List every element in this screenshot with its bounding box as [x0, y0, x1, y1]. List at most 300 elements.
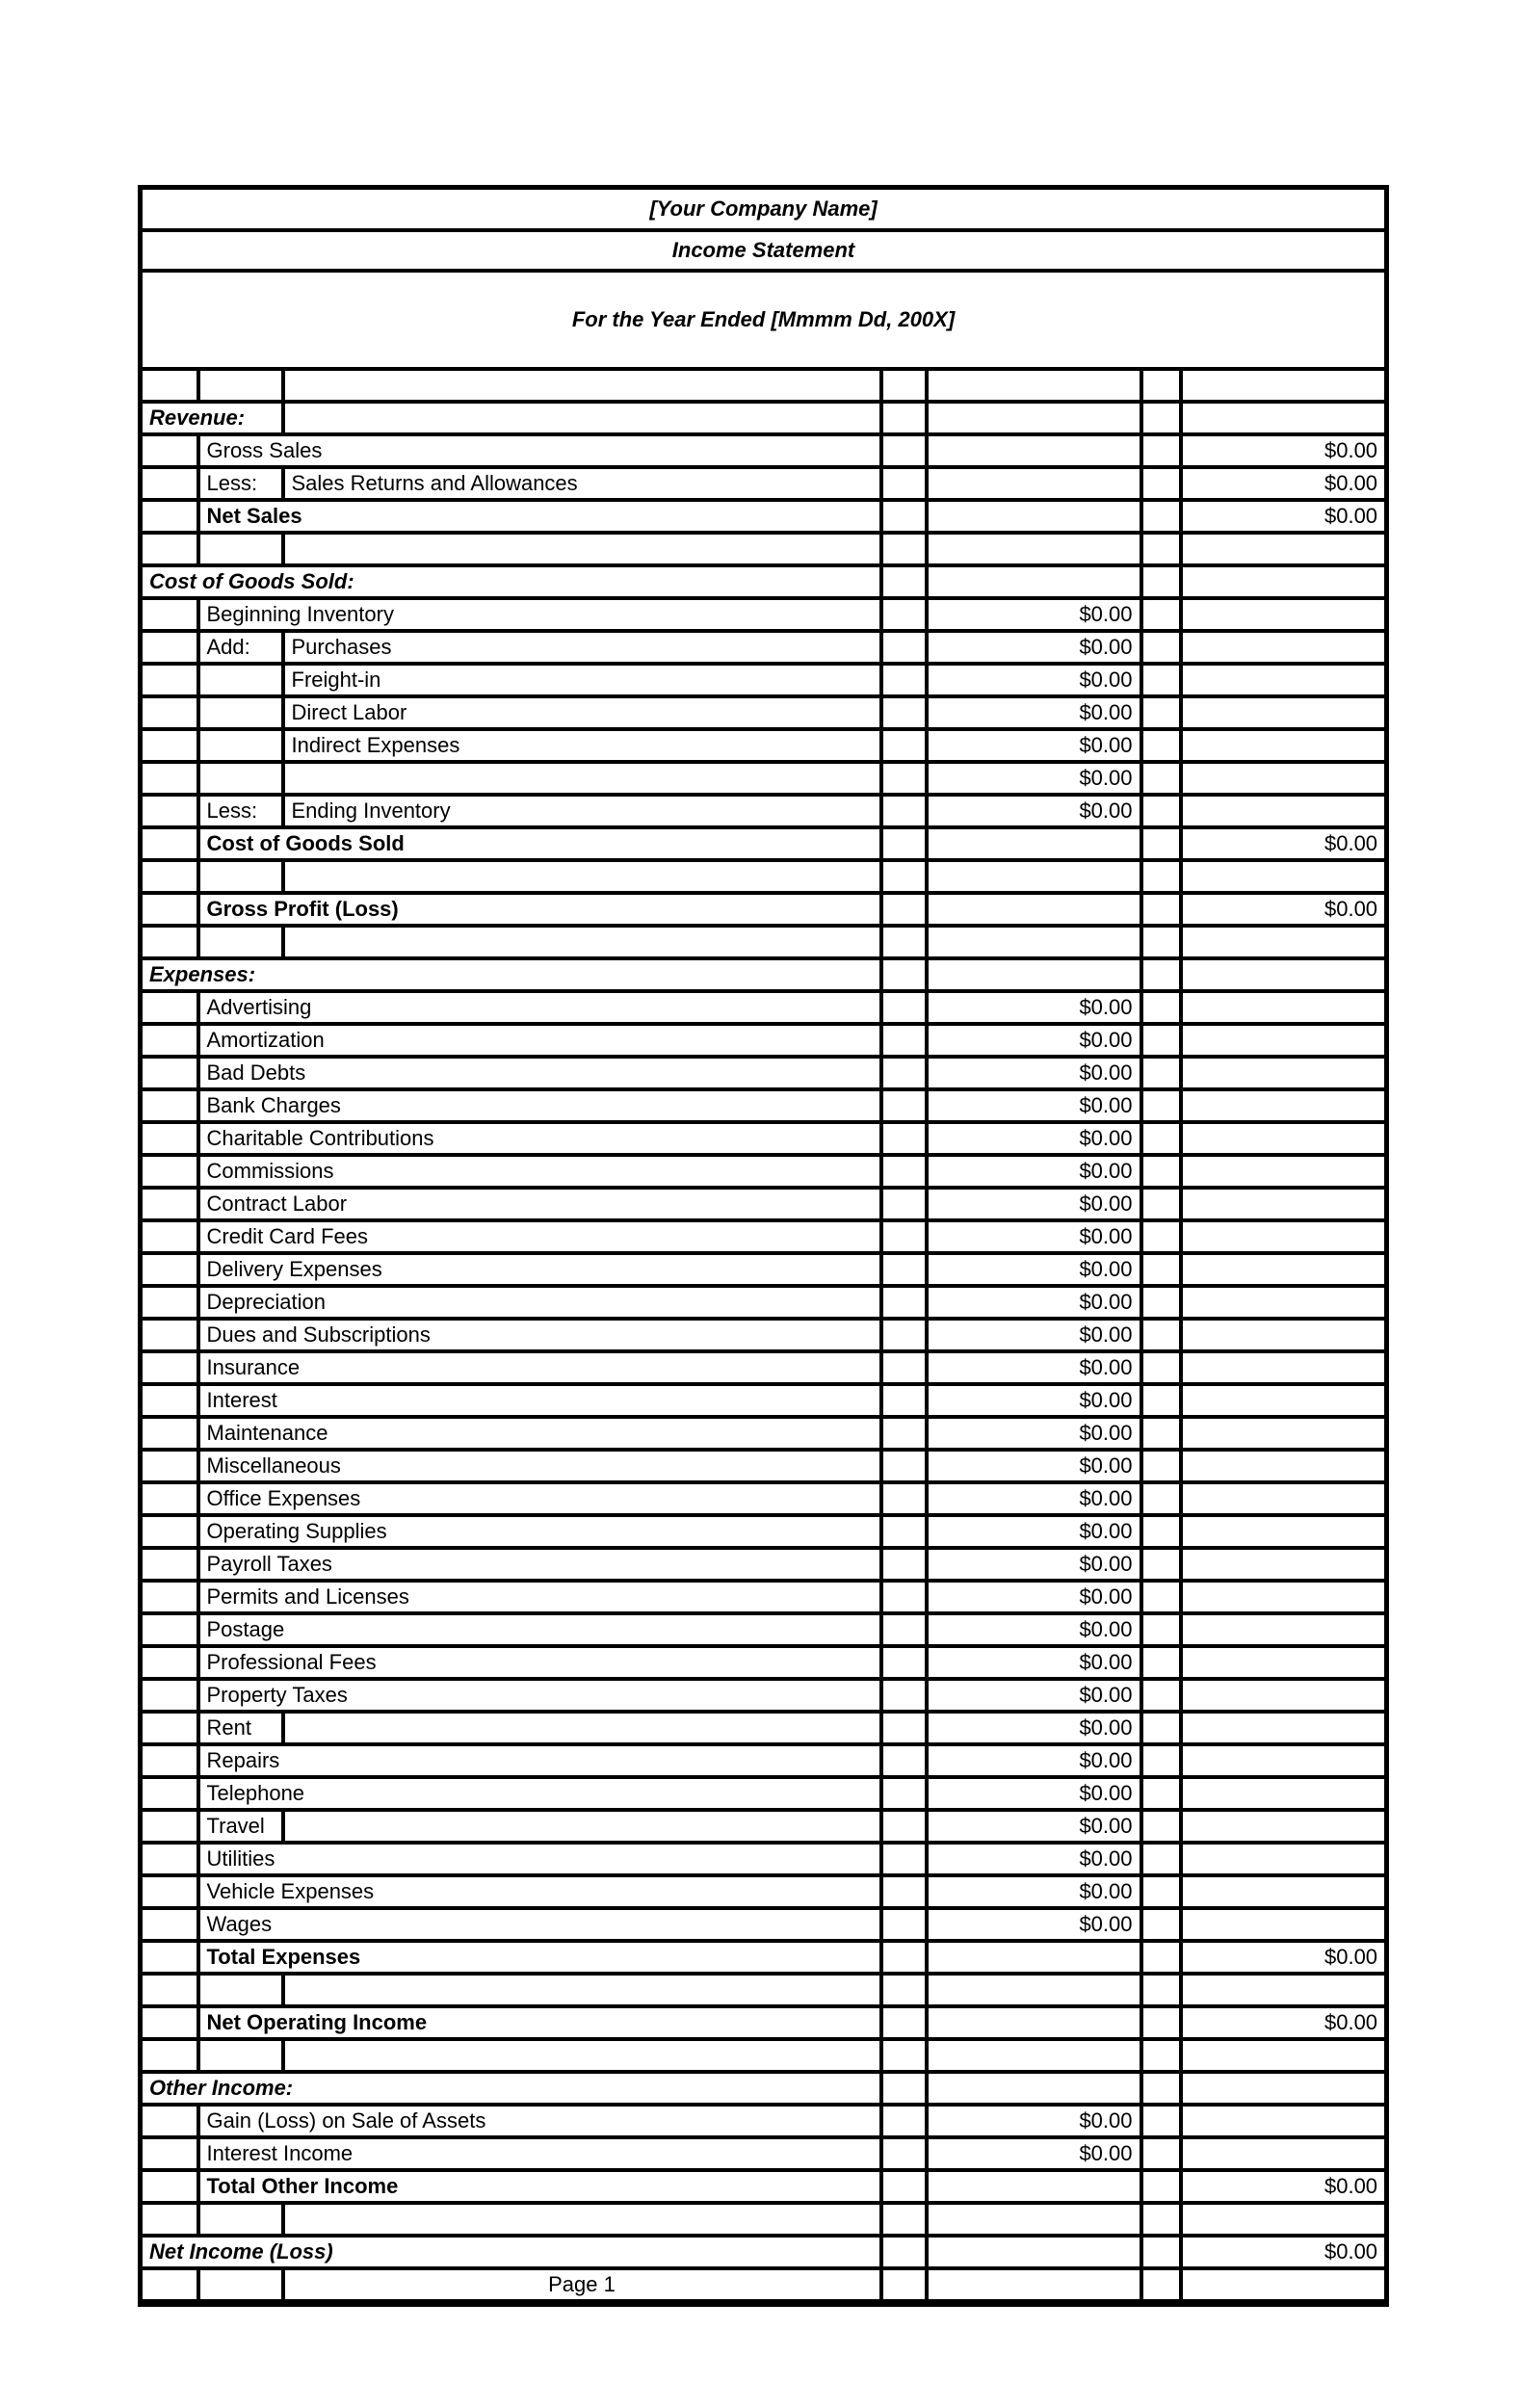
empty-cell: [141, 1908, 198, 1941]
income-statement-sheet: [138, 185, 1384, 2307]
amount-value: $0.00: [927, 1286, 1141, 1319]
row-permits-and-licenses: [141, 1581, 1387, 1613]
item-label: Purchases: [283, 631, 881, 664]
empty-cell: [141, 1286, 198, 1319]
empty-cell: [1141, 1155, 1181, 1188]
empty-cell: [1181, 729, 1387, 762]
empty-cell: [141, 1089, 198, 1122]
empty-cell: [141, 1810, 198, 1843]
empty-cell: [881, 729, 927, 762]
item-label: Travel: [198, 1810, 283, 1843]
row-amortization: [141, 1024, 1387, 1057]
item-label: Delivery Expenses: [198, 1253, 881, 1286]
empty-cell: [927, 500, 1141, 533]
empty-cell: [881, 2006, 927, 2039]
document-title: [Your Company Name]: [141, 188, 1387, 231]
empty-cell: [1141, 1319, 1181, 1351]
empty-cell: [141, 467, 198, 500]
empty-cell: [881, 1581, 927, 1613]
empty-cell: [198, 2203, 283, 2236]
empty-cell: [1181, 762, 1387, 795]
amount-value: $0.00: [927, 1875, 1141, 1908]
item-label: Amortization: [198, 1024, 881, 1057]
empty-cell: [1181, 1908, 1387, 1941]
item-label: Gain (Loss) on Sale of Assets: [198, 2105, 881, 2137]
empty-cell: [881, 1875, 927, 1908]
empty-cell: [881, 467, 927, 500]
empty-cell: [1181, 565, 1387, 598]
total-label: Net Sales: [198, 500, 881, 533]
amount-value: $0.00: [927, 762, 1141, 795]
row-gain-loss-on-sale-of-assets: [141, 2105, 1387, 2137]
empty-cell: [141, 1646, 198, 1679]
empty-cell: [141, 598, 198, 631]
empty-cell: [1181, 1351, 1387, 1384]
row-delivery-expenses: [141, 1253, 1387, 1286]
empty-cell: [927, 533, 1141, 565]
row-maintenance: [141, 1417, 1387, 1450]
empty-cell: [198, 696, 283, 729]
empty-cell: [141, 2006, 198, 2039]
empty-cell: [141, 1220, 198, 1253]
row-total-other-income: [141, 2170, 1387, 2203]
row-professional-fees: [141, 1646, 1387, 1679]
row-spacer-5: [141, 1974, 1387, 2006]
empty-cell: [1181, 1515, 1387, 1548]
empty-cell: [283, 762, 881, 795]
empty-cell: [1141, 1679, 1181, 1712]
empty-cell: [141, 1155, 198, 1188]
amount-value: $0.00: [927, 1482, 1141, 1515]
amount-value: $0.00: [1181, 2170, 1387, 2203]
empty-cell: [141, 1613, 198, 1646]
amount-value: $0.00: [927, 1253, 1141, 1286]
empty-cell: [141, 631, 198, 664]
empty-cell: [141, 1122, 198, 1155]
empty-cell: [881, 1155, 927, 1188]
empty-cell: [141, 2137, 198, 2170]
empty-cell: [1141, 991, 1181, 1024]
row-indirect-expenses: [141, 729, 1387, 762]
empty-cell: [1181, 1122, 1387, 1155]
empty-cell: [141, 533, 198, 565]
empty-cell: [1141, 2039, 1181, 2072]
empty-cell: [927, 1941, 1141, 1974]
total-label: Gross Profit (Loss): [198, 893, 881, 926]
amount-value: $0.00: [927, 598, 1141, 631]
amount-value: $0.00: [927, 696, 1141, 729]
empty-cell: [141, 1875, 198, 1908]
section-header-label: Cost of Goods Sold:: [141, 565, 881, 598]
empty-cell: [141, 827, 198, 860]
empty-cell: [198, 664, 283, 696]
empty-cell: [881, 1089, 927, 1122]
row-contract-labor: [141, 1188, 1387, 1220]
empty-cell: [283, 2039, 881, 2072]
empty-cell: [1181, 1843, 1387, 1875]
item-label: Sales Returns and Allowances: [283, 467, 881, 500]
row-telephone: [141, 1777, 1387, 1810]
row-period: [141, 271, 1387, 369]
empty-cell: [1181, 1646, 1387, 1679]
amount-value: $0.00: [927, 1057, 1141, 1089]
empty-cell: [927, 2072, 1141, 2105]
item-label: Credit Card Fees: [198, 1220, 881, 1253]
empty-cell: [881, 696, 927, 729]
empty-cell: [881, 893, 927, 926]
empty-cell: [927, 2268, 1141, 2303]
amount-value: $0.00: [927, 2137, 1141, 2170]
empty-cell: [1141, 598, 1181, 631]
item-label: Commissions: [198, 1155, 881, 1188]
empty-cell: [1141, 1843, 1181, 1875]
item-label: Wages: [198, 1908, 881, 1941]
empty-cell: [1141, 1220, 1181, 1253]
empty-cell: [881, 1220, 927, 1253]
empty-cell: [1141, 1089, 1181, 1122]
empty-cell: [1181, 402, 1387, 434]
empty-cell: [1181, 631, 1387, 664]
empty-cell: [1141, 958, 1181, 991]
empty-cell: [141, 2203, 198, 2236]
amount-value: $0.00: [927, 1351, 1141, 1384]
amount-value: $0.00: [927, 1024, 1141, 1057]
empty-cell: [1181, 2105, 1387, 2137]
item-label: Utilities: [198, 1843, 881, 1875]
empty-cell: [1141, 2072, 1181, 2105]
document-title: Income Statement: [141, 230, 1387, 271]
empty-cell: [1141, 926, 1181, 958]
empty-cell: [1141, 631, 1181, 664]
amount-value: $0.00: [927, 2105, 1141, 2137]
empty-cell: [1181, 369, 1387, 402]
empty-cell: [927, 1974, 1141, 2006]
row-cogs-total: [141, 827, 1387, 860]
amount-value: $0.00: [1181, 2236, 1387, 2268]
row-bad-debts: [141, 1057, 1387, 1089]
row-postage: [141, 1613, 1387, 1646]
row-depreciation: [141, 1286, 1387, 1319]
item-label: Beginning Inventory: [198, 598, 881, 631]
row-advertising: [141, 991, 1387, 1024]
empty-cell: [1181, 2203, 1387, 2236]
empty-cell: [1181, 1220, 1387, 1253]
empty-cell: [1141, 1286, 1181, 1319]
item-label: Direct Labor: [283, 696, 881, 729]
empty-cell: [141, 1974, 198, 2006]
empty-cell: [141, 1024, 198, 1057]
amount-value: $0.00: [927, 1384, 1141, 1417]
empty-cell: [283, 402, 881, 434]
empty-cell: [881, 598, 927, 631]
empty-cell: [283, 926, 881, 958]
empty-cell: [141, 1417, 198, 1450]
empty-cell: [141, 1712, 198, 1744]
empty-cell: [1181, 1286, 1387, 1319]
empty-cell: [881, 1515, 927, 1548]
empty-cell: [283, 533, 881, 565]
empty-cell: [141, 893, 198, 926]
item-label: Interest Income: [198, 2137, 881, 2170]
row-repairs: [141, 1744, 1387, 1777]
amount-value: $0.00: [927, 1319, 1141, 1351]
empty-cell: [1181, 1482, 1387, 1515]
empty-cell: [881, 500, 927, 533]
amount-value: $0.00: [927, 1908, 1141, 1941]
empty-cell: [1141, 1941, 1181, 1974]
amount-value: $0.00: [927, 1188, 1141, 1220]
amount-value: $0.00: [1181, 1941, 1387, 1974]
empty-cell: [881, 1057, 927, 1089]
empty-cell: [881, 1646, 927, 1679]
amount-value: $0.00: [1181, 434, 1387, 467]
empty-cell: [1141, 664, 1181, 696]
empty-cell: [881, 1712, 927, 1744]
item-label: Add:: [198, 631, 283, 664]
empty-cell: [881, 1319, 927, 1351]
empty-cell: [1141, 1188, 1181, 1220]
empty-cell: [1141, 533, 1181, 565]
row-other-income-header: [141, 2072, 1387, 2105]
empty-cell: [1141, 2203, 1181, 2236]
period-label: For the Year Ended [Mmmm Dd, 200X]: [141, 271, 1387, 369]
empty-cell: [141, 1515, 198, 1548]
empty-cell: [881, 631, 927, 664]
empty-cell: [283, 1810, 881, 1843]
empty-cell: [927, 2006, 1141, 2039]
amount-value: $0.00: [927, 1450, 1141, 1482]
empty-cell: [283, 369, 881, 402]
empty-cell: [1181, 2072, 1387, 2105]
amount-value: $0.00: [927, 1089, 1141, 1122]
empty-cell: [1181, 1155, 1387, 1188]
amount-value: $0.00: [1181, 2006, 1387, 2039]
empty-cell: [881, 1908, 927, 1941]
empty-cell: [881, 1450, 927, 1482]
empty-cell: [881, 1122, 927, 1155]
row-expenses-header: [141, 958, 1387, 991]
empty-cell: [927, 2203, 1141, 2236]
item-label: Payroll Taxes: [198, 1548, 881, 1581]
empty-cell: [881, 991, 927, 1024]
empty-cell: [1181, 1057, 1387, 1089]
row-operating-supplies: [141, 1515, 1387, 1548]
empty-cell: [927, 2039, 1141, 2072]
empty-cell: [1141, 795, 1181, 827]
section-header-label: Other Income:: [141, 2072, 881, 2105]
amount-value: $0.00: [927, 991, 1141, 1024]
total-label: Total Other Income: [198, 2170, 881, 2203]
amount-value: $0.00: [1181, 827, 1387, 860]
empty-cell: [1141, 1482, 1181, 1515]
empty-cell: [1141, 1384, 1181, 1417]
empty-cell: [141, 1319, 198, 1351]
empty-cell: [881, 1188, 927, 1220]
row-blank-cogs-line: [141, 762, 1387, 795]
empty-cell: [1141, 1548, 1181, 1581]
item-label: Operating Supplies: [198, 1515, 881, 1548]
amount-value: $0.00: [927, 1220, 1141, 1253]
row-bank-charges: [141, 1089, 1387, 1122]
row-spacer-7: [141, 2203, 1387, 2236]
empty-cell: [881, 795, 927, 827]
empty-cell: [881, 1679, 927, 1712]
empty-cell: [141, 1253, 198, 1286]
empty-cell: [927, 2236, 1141, 2268]
empty-cell: [1181, 1679, 1387, 1712]
item-label: Depreciation: [198, 1286, 881, 1319]
empty-cell: [1141, 1646, 1181, 1679]
item-label: Repairs: [198, 1744, 881, 1777]
empty-cell: [881, 1482, 927, 1515]
row-page-footer: [141, 2268, 1387, 2303]
empty-cell: [141, 2039, 198, 2072]
empty-cell: [927, 2170, 1141, 2203]
empty-cell: [198, 762, 283, 795]
empty-cell: [927, 434, 1141, 467]
empty-cell: [141, 1548, 198, 1581]
empty-cell: [141, 762, 198, 795]
empty-cell: [881, 827, 927, 860]
item-label: Bank Charges: [198, 1089, 881, 1122]
page-number: Page 1: [283, 2268, 881, 2303]
section-header-label: Expenses:: [141, 958, 881, 991]
empty-cell: [881, 1810, 927, 1843]
item-label: Contract Labor: [198, 1188, 881, 1220]
empty-cell: [141, 1843, 198, 1875]
amount-value: $0.00: [927, 1843, 1141, 1875]
empty-cell: [881, 1417, 927, 1450]
item-label: Indirect Expenses: [283, 729, 881, 762]
amount-value: $0.00: [1181, 893, 1387, 926]
empty-cell: [1141, 2006, 1181, 2039]
empty-cell: [881, 565, 927, 598]
empty-cell: [141, 1482, 198, 1515]
empty-cell: [141, 369, 198, 402]
empty-cell: [1141, 1351, 1181, 1384]
empty-cell: [881, 369, 927, 402]
empty-cell: [927, 893, 1141, 926]
empty-cell: [1181, 1581, 1387, 1613]
empty-cell: [1141, 467, 1181, 500]
empty-cell: [927, 827, 1141, 860]
row-commissions: [141, 1155, 1387, 1188]
row-property-taxes: [141, 1679, 1387, 1712]
income-statement-table: [138, 185, 1389, 2307]
empty-cell: [1141, 1810, 1181, 1843]
empty-cell: [1181, 1810, 1387, 1843]
empty-cell: [1141, 1450, 1181, 1482]
empty-cell: [881, 1286, 927, 1319]
empty-cell: [1141, 402, 1181, 434]
empty-cell: [198, 729, 283, 762]
row-direct-labor: [141, 696, 1387, 729]
empty-cell: [141, 2268, 198, 2303]
empty-cell: [1181, 1777, 1387, 1810]
empty-cell: [1181, 2268, 1387, 2303]
row-spacer-6: [141, 2039, 1387, 2072]
section-header-label: Revenue:: [141, 402, 283, 434]
empty-cell: [927, 402, 1141, 434]
row-payroll-taxes: [141, 1548, 1387, 1581]
row-vehicle-expenses: [141, 1875, 1387, 1908]
empty-cell: [1181, 696, 1387, 729]
empty-cell: [141, 500, 198, 533]
empty-cell: [881, 1384, 927, 1417]
empty-cell: [927, 369, 1141, 402]
empty-cell: [1141, 2236, 1181, 2268]
item-label: Property Taxes: [198, 1679, 881, 1712]
amount-value: $0.00: [927, 1810, 1141, 1843]
amount-value: $0.00: [927, 729, 1141, 762]
empty-cell: [141, 1941, 198, 1974]
empty-cell: [881, 1024, 927, 1057]
amount-value: $0.00: [927, 664, 1141, 696]
empty-cell: [881, 533, 927, 565]
income-statement-rows: [141, 188, 1387, 2304]
empty-cell: [881, 1253, 927, 1286]
item-label: Rent: [198, 1712, 283, 1744]
amount-value: $0.00: [927, 1155, 1141, 1188]
item-label: Charitable Contributions: [198, 1122, 881, 1155]
empty-cell: [198, 2039, 283, 2072]
empty-cell: [283, 860, 881, 893]
row-gross-sales: [141, 434, 1387, 467]
empty-cell: [881, 2203, 927, 2236]
row-beginning-inventory: [141, 598, 1387, 631]
row-total-expenses: [141, 1941, 1387, 1974]
empty-cell: [881, 2039, 927, 2072]
empty-cell: [141, 729, 198, 762]
empty-cell: [1141, 1908, 1181, 1941]
row-spacer-3: [141, 860, 1387, 893]
empty-cell: [1141, 696, 1181, 729]
row-interest-income: [141, 2137, 1387, 2170]
empty-cell: [1141, 1122, 1181, 1155]
empty-cell: [881, 1744, 927, 1777]
row-rent: [141, 1712, 1387, 1744]
amount-value: $0.00: [927, 1679, 1141, 1712]
empty-cell: [1141, 1875, 1181, 1908]
empty-cell: [1141, 1777, 1181, 1810]
empty-cell: [1181, 1319, 1387, 1351]
empty-cell: [198, 860, 283, 893]
empty-cell: [881, 1974, 927, 2006]
empty-cell: [881, 926, 927, 958]
empty-cell: [141, 434, 198, 467]
empty-cell: [1141, 1417, 1181, 1450]
empty-cell: [881, 1843, 927, 1875]
empty-cell: [1181, 1253, 1387, 1286]
empty-cell: [1141, 1974, 1181, 2006]
empty-cell: [1141, 2137, 1181, 2170]
row-ending-inventory: [141, 795, 1387, 827]
empty-cell: [1141, 565, 1181, 598]
empty-cell: [141, 696, 198, 729]
item-label: Permits and Licenses: [198, 1581, 881, 1613]
row-office-expenses: [141, 1482, 1387, 1515]
empty-cell: [141, 1777, 198, 1810]
amount-value: $0.00: [927, 1548, 1141, 1581]
empty-cell: [881, 2137, 927, 2170]
row-travel: [141, 1810, 1387, 1843]
amount-value: $0.00: [927, 1646, 1141, 1679]
empty-cell: [1141, 729, 1181, 762]
row-statement-title: [141, 230, 1387, 271]
empty-cell: [927, 926, 1141, 958]
item-label: Advertising: [198, 991, 881, 1024]
empty-cell: [141, 926, 198, 958]
